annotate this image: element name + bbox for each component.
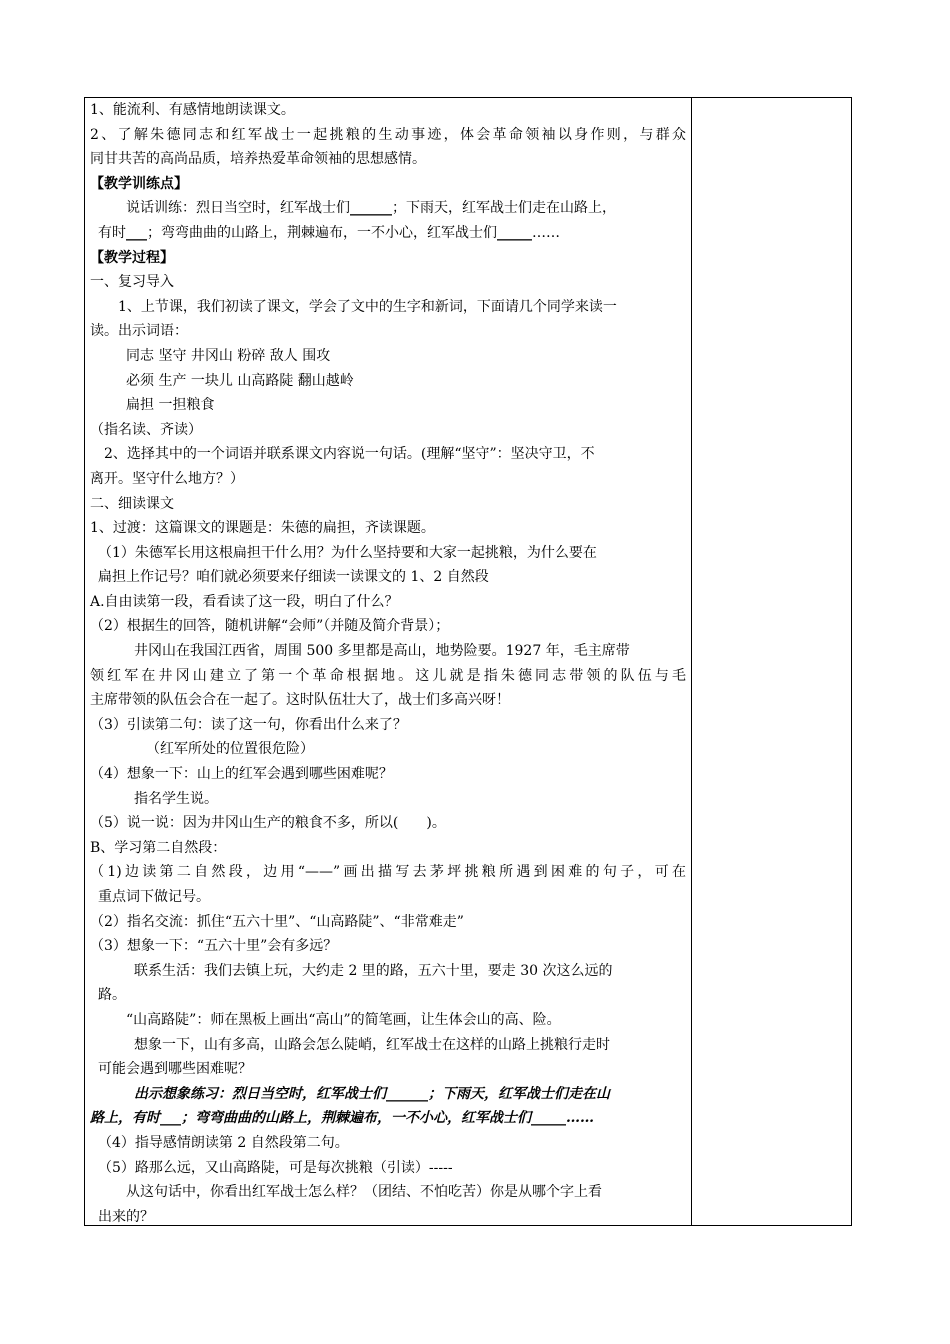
- question-3: （3）引读第二句：读了这一句，你看出什么来了？: [90, 716, 407, 733]
- objective-2-cont: 同甘共苦的高尚品质，培养热爱革命领袖的思想感情。: [90, 151, 426, 168]
- speaking-practice: 说话训练：烈日当空时，红军战士们______；下雨天，红军战士们走在山路上，: [126, 200, 616, 217]
- lesson-content: [90, 98, 686, 1229]
- question-2: （2）根据生的回答，随机讲解“会师”（并随及简介背景）；: [90, 618, 450, 635]
- column-divider: [691, 97, 692, 1226]
- word-list-1: 同志 坚守 井冈山 粉碎 敌人 围攻: [126, 347, 331, 364]
- b-step-3-life: 联系生活：我们去镇上玩，大约走 2 里的路，五六十里，要走 30 次这么远的: [134, 962, 613, 979]
- b-step-2: （2）指名交流：抓住“五六十里”、“山高路陡”、“非常难走”: [90, 913, 464, 930]
- b-step-5: （5）路那么远，又山高路陡，可是每次挑粮（引读）-----: [98, 1159, 453, 1176]
- background-3: 主席带领的队伍会合在一起了。这时队伍壮大了，战士们多高兴呀！: [90, 692, 510, 709]
- section-review: 一、复习导入: [90, 274, 174, 291]
- section-close-reading: 二、细读课文: [90, 495, 174, 512]
- review-step-1: 1、上节课，我们初读了课文，学会了文中的生字和新词，下面请几个同学来读一: [118, 298, 617, 315]
- b-step-3-mountain: “山高路陡”：师在黑板上画出“高山”的简笔画，让生体会山的高、险。: [126, 1011, 561, 1028]
- imagination-exercise-cont: 路上，有时___；弯弯曲曲的山路上，荆棘遍布，一不小心，红军战士们_____……: [90, 1110, 594, 1127]
- background-1: 井冈山在我国江西省，周围 500 多里都是高山，地势险要。1927 年，毛主席带: [134, 643, 630, 660]
- heading-training-point: 【教学训练点】: [90, 175, 188, 192]
- objective-2: 2、了解朱德同志和红军战士一起挑粮的生动事迹，体会革命领袖以身作则，与群众: [90, 126, 686, 143]
- answer-4: 指名学生说。: [134, 790, 218, 807]
- speaking-practice-cont: 有时___；弯弯曲曲的山路上，荆棘遍布，一不小心，红军战士们_____……: [98, 224, 560, 241]
- b-step-3: （3）想象一下：“五六十里”会有多远？: [90, 938, 338, 955]
- step-b: B、学习第二自然段：: [90, 839, 227, 856]
- question-5: （5）说一说：因为井冈山生产的粮食不多，所以( )。: [90, 815, 446, 832]
- background-2: 领红军在井冈山建立了第一个革命根据地。这儿就是指朱德同志带领的队伍与毛: [90, 667, 686, 684]
- heading-teaching-process: 【教学过程】: [90, 249, 174, 266]
- b-step-3-imagine-cont: 可能会遇到哪些困难呢？: [98, 1061, 252, 1078]
- reading-note: （指名读、齐读）: [90, 421, 202, 438]
- b-step-5-question-cont: 出来的？: [98, 1208, 154, 1225]
- b-step-5-question: 从这句话中，你看出红军战士怎么样？（团结、不怕吃苦）你是从哪个字上看: [126, 1184, 602, 1201]
- b-step-3-imagine: 想象一下，山有多高，山路会怎么陡峭，红军战士在这样的山路上挑粮行走时: [134, 1036, 610, 1053]
- question-4: （4）想象一下：山上的红军会遇到哪些困难呢？: [90, 766, 393, 783]
- b-step-3-life-cont: 路。: [98, 987, 126, 1004]
- review-step-1-cont: 读。出示词语：: [90, 323, 188, 340]
- imagination-exercise: 出示想象练习：烈日当空时，红军战士们______；下雨天，红军战士们走在山: [134, 1085, 610, 1102]
- question-1: （1）朱德军长用这根扁担干什么用？为什么坚持要和大家一起挑粮，为什么要在: [98, 544, 597, 561]
- word-list-3: 扁担 一担粮食: [126, 397, 215, 414]
- b-step-1-cont: 重点词下做记号。: [98, 889, 210, 905]
- review-step-2-cont: 离开。坚守什么地方？）: [90, 470, 244, 487]
- b-step-4: （4）指导感情朗读第 2 自然段第二句。: [98, 1134, 349, 1151]
- answer-3: （红军所处的位置很危险）: [146, 741, 314, 758]
- step-a: A.自由读第一段，看看读了这一段，明白了什么？: [90, 593, 399, 610]
- review-step-2: 2、选择其中的一个词语并联系课文内容说一句话。(理解“坚守”：坚决守卫，不: [104, 446, 595, 463]
- transition: 1、过渡：这篇课文的课题是：朱德的扁担，齐读课题。: [90, 520, 435, 537]
- b-step-1: （1)边读第二自然段，边用“——”画出描写去茅坪挑粮所遇到困难的句子，可在: [90, 864, 686, 881]
- question-1-cont: 扁担上作记号？咱们就必须要来仔细读一读课文的 1、2 自然段: [98, 569, 489, 586]
- word-list-2: 必须 生产 一块儿 山高路陡 翻山越岭: [126, 372, 354, 389]
- objective-1: 1、能流利、有感情地朗读课文。: [90, 102, 295, 118]
